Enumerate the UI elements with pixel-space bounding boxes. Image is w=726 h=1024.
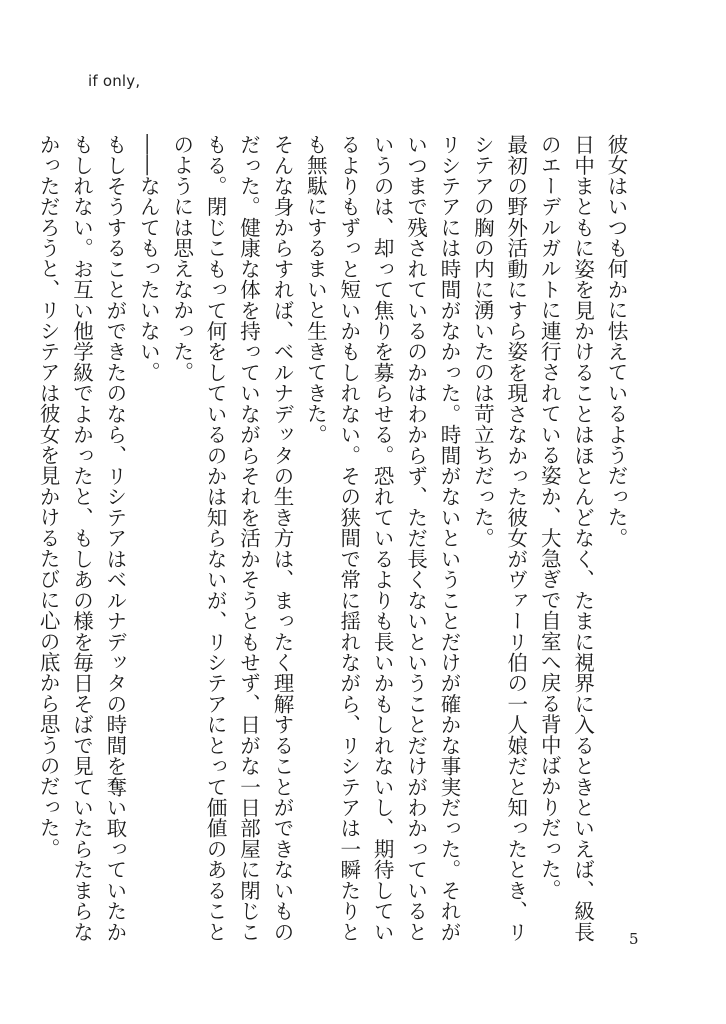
- paragraph: 彼女はいつも何かに怯えているようだった。: [604, 134, 628, 548]
- page-number: 5: [629, 930, 639, 948]
- paragraph: リシテアには時間がなかった。時間がないということだけが確かな事実だった。それがいつまで残されているのかはわからず、ただ長くないということだけがわかっているというのは、却って焦りを募らせる。恐れているよりも長いかもしれないし、期待しているよりもずっと短いかもしれない。その狭間で常に揺れながら、リシテアは一瞬たりとも無駄にするまいと生きてきた。: [303, 134, 461, 942]
- body-text: [36, 134, 632, 942]
- paragraph: もしそうすることができたのなら、リシテアはベルナデッタの時間を奪い取っていたかもしれない。お互い他学級でよかったと、もしあの様を毎日そばで見ていたらたまらなかっただろうと、リシテアは彼女を見かけるたびに心の底から思うのだった。: [36, 134, 127, 942]
- paragraph: ――なんてもったいない。: [136, 134, 161, 383]
- paragraph: 最初の野外活動にすら姿を現さなかった彼女がヴァーリ伯の一人娘だと知ったとき、リシテアの胸の内に湧いたのは苛立ちだった。: [470, 134, 528, 942]
- paragraph: そんな身からすれば、ベルナデッタの生き方は、まったく理解することができないものだった。健康な体を持っていながらそれを活かそうともせず、日がな一日部屋に閉じこもる。閉じこもって何をしているのかは知らないが、リシテアにとって価値のあることのようには思えなかった。: [169, 134, 294, 942]
- paragraph: 日中まともに姿を見かけることはほとんどなく、たまに視界に入るときといえば、級長のエーデルガルトに連行されている姿か、大急ぎで自室へ戻る背中ばかりだった。: [537, 134, 595, 942]
- running-title: if only,: [88, 72, 141, 90]
